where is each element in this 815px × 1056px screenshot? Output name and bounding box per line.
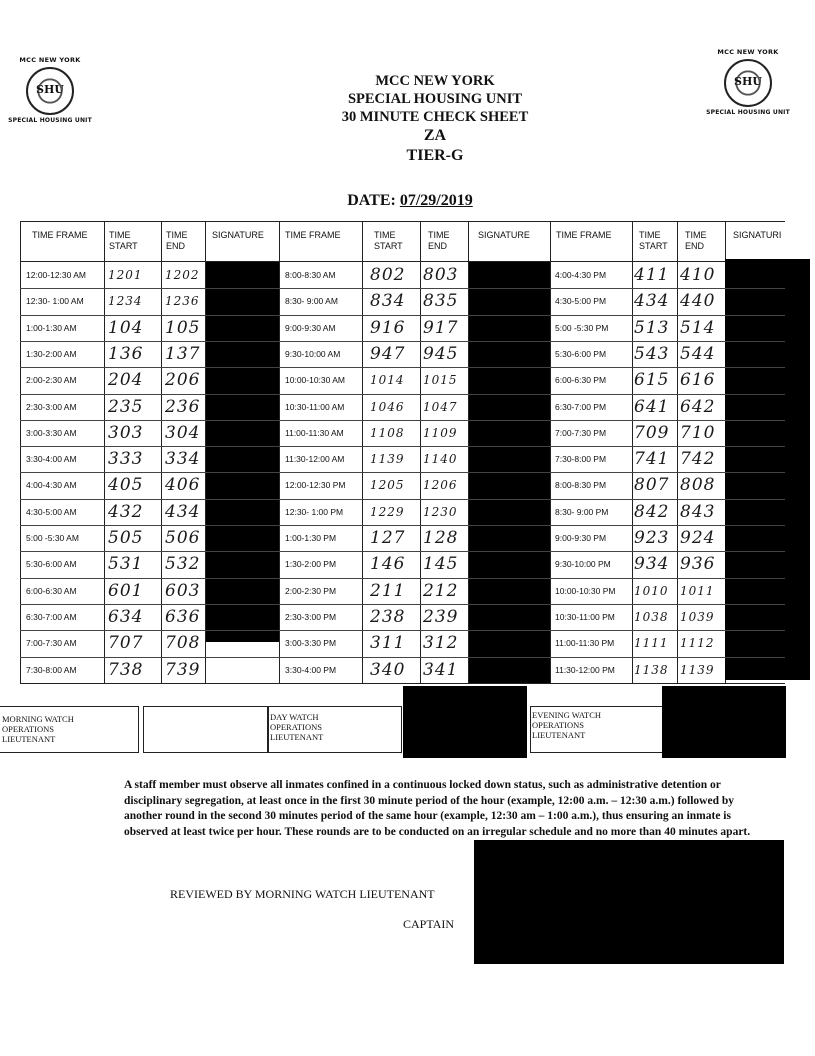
- redaction-box: [403, 686, 527, 758]
- time-frame-cell: 9:30-10:00 PM: [555, 559, 611, 569]
- time-frame-cell: 7:00-7:30 PM: [555, 428, 607, 438]
- time-end-entry: 1202: [165, 268, 200, 282]
- time-end-entry: 945: [423, 344, 459, 364]
- time-frame-cell: 6:00-6:30 AM: [26, 586, 77, 596]
- time-end-entry: 544: [680, 344, 716, 364]
- time-start-entry: 601: [108, 581, 144, 601]
- redaction-box: [206, 262, 279, 642]
- time-end-entry: 843: [680, 502, 716, 522]
- header-time-start-2: TIME START: [374, 230, 403, 251]
- time-start-entry: 1205: [370, 478, 405, 492]
- time-start-entry: 411: [634, 265, 670, 285]
- title-line-1: MCC NEW YORK: [375, 73, 495, 89]
- time-start-entry: 505: [108, 528, 144, 548]
- redaction-box: [662, 686, 786, 758]
- time-frame-cell: 1:30-2:00 PM: [285, 559, 337, 569]
- time-end-entry: 334: [165, 449, 201, 469]
- time-frame-cell: 6:30-7:00 PM: [555, 402, 607, 412]
- header-signature-2: SIGNATURE: [478, 230, 530, 240]
- time-end-entry: 710: [680, 423, 716, 443]
- time-end-entry: 440: [680, 291, 716, 311]
- time-frame-cell: 8:30- 9:00 AM: [285, 296, 338, 306]
- time-start-entry: 136: [108, 344, 144, 364]
- time-end-entry: 603: [165, 581, 201, 601]
- time-frame-cell: 3:30-4:00 PM: [285, 665, 337, 675]
- time-end-entry: 410: [680, 265, 716, 285]
- time-frame-cell: 3:00-3:30 PM: [285, 638, 337, 648]
- time-frame-cell: 3:00-3:30 AM: [26, 428, 77, 438]
- time-frame-cell: 1:30-2:00 AM: [26, 349, 77, 359]
- time-start-entry: 1111: [634, 636, 669, 650]
- time-start-entry: 741: [634, 449, 670, 469]
- time-start-entry: 1046: [370, 400, 405, 414]
- seal-text: SHU: [36, 83, 64, 96]
- time-end-entry: 137: [165, 344, 201, 364]
- time-end-entry: 304: [165, 423, 201, 443]
- time-frame-cell: 10:30-11:00 PM: [555, 612, 615, 622]
- time-end-entry: 924: [680, 528, 716, 548]
- time-end-entry: 616: [680, 370, 716, 390]
- time-frame-cell: 4:00-4:30 PM: [555, 270, 607, 280]
- time-end-entry: 406: [165, 475, 201, 495]
- time-start-entry: 405: [108, 475, 144, 495]
- time-end-entry: 206: [165, 370, 201, 390]
- time-start-entry: 1234: [108, 294, 143, 308]
- time-start-entry: 807: [634, 475, 670, 495]
- time-start-entry: 738: [108, 660, 144, 680]
- time-frame-cell: 12:30- 1:00 AM: [26, 296, 84, 306]
- time-end-entry: 835: [423, 291, 459, 311]
- time-frame-cell: 6:00-6:30 PM: [555, 375, 607, 385]
- check-sheet-table: [20, 221, 785, 684]
- time-start-entry: 916: [370, 318, 406, 338]
- header-signature-3: SIGNATURI: [733, 230, 782, 240]
- time-end-entry: 212: [423, 581, 459, 601]
- time-start-entry: 127: [370, 528, 406, 548]
- logo-right-top-text: MCC NEW YORK: [717, 48, 779, 56]
- time-frame-cell: 5:00 -5:30 AM: [26, 533, 79, 543]
- time-end-entry: 739: [165, 660, 201, 680]
- evening-watch-label: EVENING WATCH OPERATIONS LIEUTENANT: [532, 710, 602, 740]
- time-end-entry: 341: [423, 660, 459, 680]
- header-time-frame-2: TIME FRAME: [285, 230, 341, 240]
- header-time-end-1: TIME END: [166, 230, 188, 251]
- title-line-4: ZA: [423, 127, 447, 144]
- time-start-entry: 802: [370, 265, 406, 285]
- time-end-entry: 936: [680, 554, 716, 574]
- time-end-entry: 1236: [165, 294, 200, 308]
- time-start-entry: 615: [634, 370, 670, 390]
- time-end-entry: 1230: [423, 505, 458, 519]
- time-end-entry: 1047: [423, 400, 458, 414]
- time-frame-cell: 11:30-12:00 AM: [285, 454, 345, 464]
- time-frame-cell: 8:00-8:30 PM: [555, 480, 607, 490]
- time-frame-cell: 11:00-11:30 AM: [285, 428, 344, 438]
- time-start-entry: 1229: [370, 505, 405, 519]
- logo-right-bottom-text: SPECIAL HOUSING UNIT: [706, 109, 790, 116]
- time-frame-cell: 4:30-5:00 PM: [555, 296, 607, 306]
- time-end-entry: 312: [423, 633, 459, 653]
- time-frame-cell: 5:30-6:00 AM: [26, 559, 77, 569]
- time-frame-cell: 10:30-11:00 AM: [285, 402, 345, 412]
- sheet-title: [0, 72, 815, 166]
- time-end-entry: 917: [423, 318, 459, 338]
- time-end-entry: 1206: [423, 478, 458, 492]
- time-end-entry: 636: [165, 607, 201, 627]
- logo-left-top-text: MCC NEW YORK: [19, 56, 81, 64]
- time-end-entry: 1109: [423, 426, 458, 440]
- watch-section: [0, 704, 815, 756]
- time-end-entry: 506: [165, 528, 201, 548]
- time-start-entry: 432: [108, 502, 144, 522]
- time-start-entry: 204: [108, 370, 144, 390]
- time-frame-cell: 12:00-12:30 AM: [26, 270, 87, 280]
- title-line-5: TIER-G: [406, 147, 464, 164]
- time-start-entry: 1138: [634, 663, 669, 677]
- time-frame-cell: 6:30-7:00 AM: [26, 612, 77, 622]
- time-start-entry: 238: [370, 607, 406, 627]
- time-frame-cell: 5:00 -5:30 PM: [555, 323, 609, 333]
- header-time-start-3: TIME START: [639, 230, 668, 251]
- time-end-entry: 1139: [680, 663, 715, 677]
- time-start-entry: 531: [108, 554, 144, 574]
- time-frame-cell: 8:30- 9:00 PM: [555, 507, 609, 517]
- time-start-entry: 1108: [370, 426, 405, 440]
- time-end-entry: 808: [680, 475, 716, 495]
- time-start-entry: 1038: [634, 610, 669, 624]
- time-end-entry: 708: [165, 633, 201, 653]
- time-start-entry: 311: [370, 633, 406, 653]
- time-start-entry: 104: [108, 318, 144, 338]
- time-start-entry: 211: [370, 581, 406, 601]
- time-frame-cell: 7:00-7:30 AM: [26, 638, 77, 648]
- time-frame-cell: 9:30-10:00 AM: [285, 349, 341, 359]
- time-start-entry: 513: [634, 318, 670, 338]
- time-end-entry: 742: [680, 449, 716, 469]
- time-start-entry: 543: [634, 344, 670, 364]
- time-end-entry: 1015: [423, 373, 458, 387]
- time-frame-cell: 2:00-2:30 PM: [285, 586, 337, 596]
- time-start-entry: 340: [370, 660, 406, 680]
- logo-left-bottom-text: SPECIAL HOUSING UNIT: [8, 117, 92, 124]
- time-start-entry: 634: [108, 607, 144, 627]
- redaction-box: [725, 259, 810, 680]
- header-time-start-1: TIME START: [109, 230, 138, 251]
- time-end-entry: 239: [423, 607, 459, 627]
- morning-watch-label: MORNING WATCH OPERATIONS LIEUTENANT: [2, 714, 74, 744]
- time-frame-cell: 3:30-4:00 AM: [26, 454, 77, 464]
- time-frame-cell: 10:00-10:30 PM: [555, 586, 616, 596]
- time-frame-cell: 11:30-12:00 PM: [555, 665, 615, 675]
- time-end-entry: 1039: [680, 610, 715, 624]
- time-frame-cell: 4:30-5:00 AM: [26, 507, 77, 517]
- time-end-entry: 145: [423, 554, 459, 574]
- time-end-entry: 803: [423, 265, 459, 285]
- time-start-entry: 333: [108, 449, 144, 469]
- title-line-2: SPECIAL HOUSING UNIT: [347, 91, 523, 107]
- time-start-entry: 235: [108, 397, 144, 417]
- header-signature-1: SIGNATURE: [212, 230, 264, 240]
- time-start-entry: 1201: [108, 268, 143, 282]
- date-label: DATE:: [347, 192, 396, 209]
- time-end-entry: 434: [165, 502, 201, 522]
- time-end-entry: 1112: [680, 636, 715, 650]
- time-end-entry: 514: [680, 318, 716, 338]
- time-end-entry: 1140: [423, 452, 458, 466]
- time-start-entry: 1010: [634, 584, 669, 598]
- time-frame-cell: 11:00-11:30 PM: [555, 638, 615, 648]
- time-frame-cell: 4:00-4:30 AM: [26, 480, 77, 490]
- time-start-entry: 707: [108, 633, 144, 653]
- time-frame-cell: 12:30- 1:00 PM: [285, 507, 344, 517]
- day-watch-label: DAY WATCH OPERATIONS LIEUTENANT: [270, 712, 324, 742]
- time-start-entry: 641: [634, 397, 670, 417]
- header-time-frame-3: TIME FRAME: [556, 230, 612, 240]
- date-value: 07/29/2019: [399, 192, 473, 209]
- time-frame-cell: 8:00-8:30 AM: [285, 270, 336, 280]
- captain-label: CAPTAIN: [403, 917, 455, 931]
- time-start-entry: 923: [634, 528, 670, 548]
- time-frame-cell: 10:00-10:30 AM: [285, 375, 346, 385]
- redaction-box: [474, 840, 784, 964]
- time-frame-cell: 5:30-6:00 PM: [555, 349, 607, 359]
- header-time-frame-1: TIME FRAME: [32, 230, 88, 240]
- time-frame-cell: 7:30-8:00 PM: [555, 454, 607, 464]
- time-frame-cell: 7:30-8:00 AM: [26, 665, 77, 675]
- time-start-entry: 934: [634, 554, 670, 574]
- time-end-entry: 128: [423, 528, 459, 548]
- time-start-entry: 434: [634, 291, 670, 311]
- time-end-entry: 1011: [680, 584, 715, 598]
- header-time-end-3: TIME END: [685, 230, 707, 251]
- time-frame-cell: 9:00-9:30 AM: [285, 323, 336, 333]
- time-frame-cell: 1:00-1:30 PM: [285, 533, 337, 543]
- time-end-entry: 105: [165, 318, 201, 338]
- time-end-entry: 532: [165, 554, 201, 574]
- time-frame-cell: 12:00-12:30 PM: [285, 480, 346, 490]
- seal-text: SHU: [734, 75, 762, 88]
- header-time-end-2: TIME END: [428, 230, 450, 251]
- time-start-entry: 303: [108, 423, 144, 443]
- time-start-entry: 842: [634, 502, 670, 522]
- title-line-3: 30 MINUTE CHECK SHEET: [341, 109, 529, 125]
- time-start-entry: 1139: [370, 452, 405, 466]
- time-end-entry: 236: [165, 397, 201, 417]
- time-frame-cell: 2:30-3:00 PM: [285, 612, 337, 622]
- reviewed-by-label: REVIEWED BY MORNING WATCH LIEUTENANT: [170, 887, 435, 901]
- time-start-entry: 947: [370, 344, 406, 364]
- instructions-paragraph: A staff member must observe all inmates confined in a continuous locked down status, such as administrative detention or disciplinary segregation, at least once in the first 30 minute period of the hour (example, 12:00 a.m. – 12:30 a.m.) followed by another round in the second 30 minutes period of the same hour (example, 12:30 am – 1:00 a.m.), thus ensuring an inmate is observed at least twice per hour. These rounds are to be conducted on an irregular schedule and no more than 40 minutes apart.: [124, 779, 751, 838]
- time-frame-cell: 1:00-1:30 AM: [26, 323, 77, 333]
- time-frame-cell: 2:00-2:30 AM: [26, 375, 77, 385]
- time-start-entry: 709: [634, 423, 670, 443]
- date-line: [0, 192, 815, 210]
- time-end-entry: 642: [680, 397, 716, 417]
- time-start-entry: 834: [370, 291, 406, 311]
- time-frame-cell: 2:30-3:00 AM: [26, 402, 77, 412]
- time-start-entry: 146: [370, 554, 406, 574]
- time-start-entry: 1014: [370, 373, 405, 387]
- time-frame-cell: 9:00-9:30 PM: [555, 533, 607, 543]
